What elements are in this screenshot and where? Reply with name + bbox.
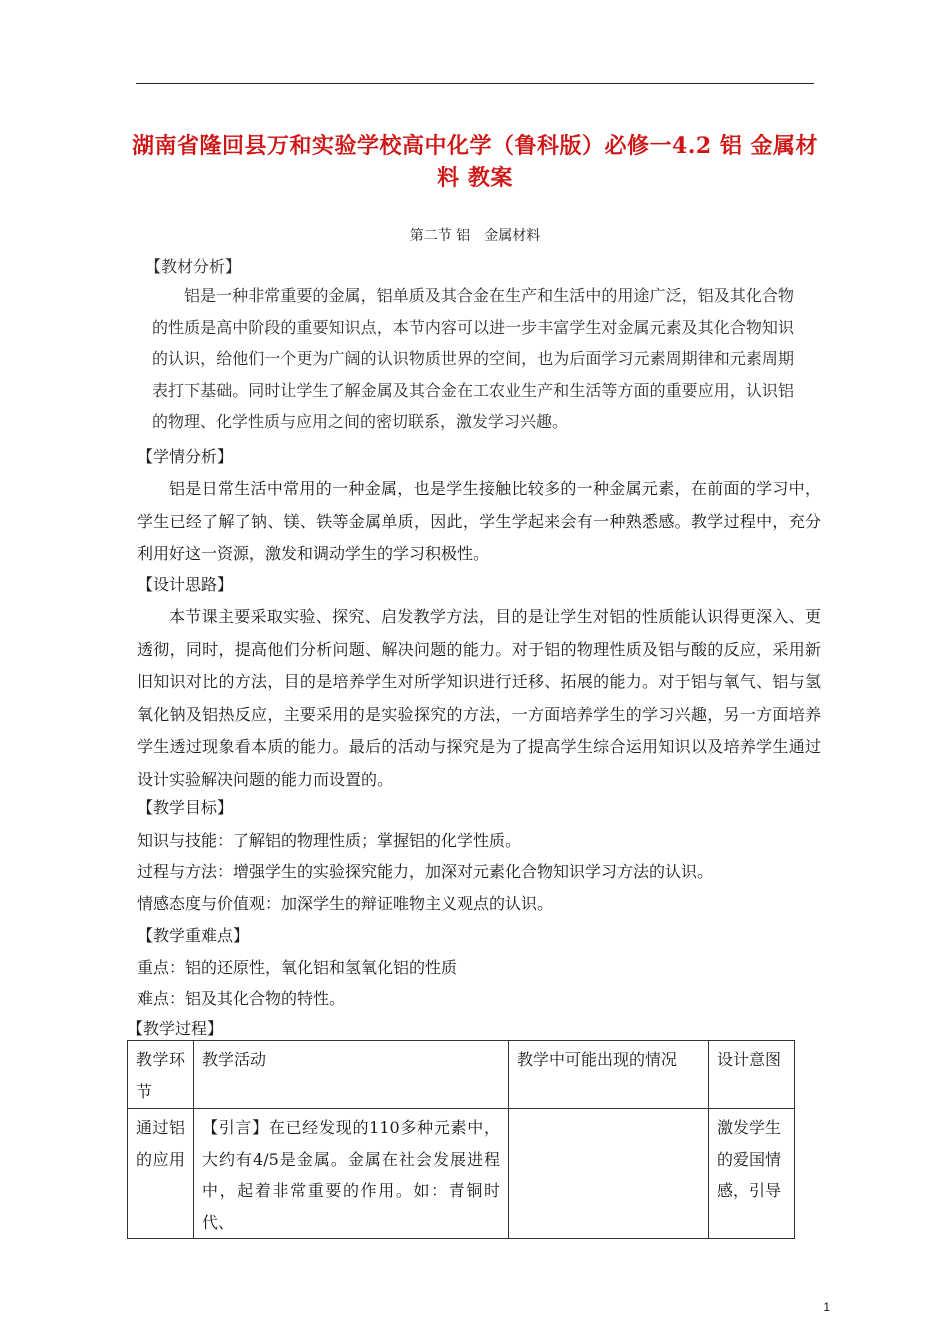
textbook-analysis-heading: 【教材分析】 bbox=[145, 257, 242, 276]
header-intent: 设计意图 bbox=[709, 1041, 795, 1109]
student-analysis-heading: 【学情分析】 bbox=[137, 447, 234, 466]
table-row bbox=[128, 1109, 795, 1239]
key-points-heading: 【教学重难点】 bbox=[137, 926, 250, 945]
page-number: 1 bbox=[823, 1300, 830, 1314]
process-heading: 【教学过程】 bbox=[127, 1019, 224, 1038]
header-activity: 教学活动 bbox=[194, 1041, 509, 1109]
cell-stage: 通过铝的应用 bbox=[128, 1109, 194, 1239]
objective-process: 过程与方法：增强学生的实验探究能力，加深对元素化合物知识学习方法的认识。 bbox=[137, 862, 714, 881]
section-title: 第二节 铝 金属材料 bbox=[409, 228, 541, 244]
teaching-process-table bbox=[127, 1040, 795, 1239]
design-idea-body: 本节课主要采取实验、探究、启发教学方法，目的是让学生对铝的性质能认识得更深入、更透彻，同时，提高他们分析问题、解决问题的能力。对于铝的物理性质及铝与酸的反应，采用新旧知识对比的方法，目的是培养学生对所学知识进行迁移、拓展的能力。对于铝与氧气、铝与氢氧化钠及铝热反应，主要采用的是实验探究的方法，一方面培养学生的学习兴趣，另一方面培养学生透过现象看本质的能力。最后的活动与探究是为了提高学生综合运用知识以及培养学生通过设计实验解决问题的能力而设置的。 bbox=[137, 607, 821, 789]
cell-situation bbox=[509, 1109, 709, 1239]
objective-emotion: 情感态度与价值观：加深学生的辩证唯物主义观点的认识。 bbox=[137, 894, 554, 913]
key-point: 重点：铝的还原性，氧化铝和氢氧化铝的性质 bbox=[137, 958, 458, 977]
header-rule bbox=[136, 83, 814, 84]
cell-intent: 激发学生的爱国情感，引导 bbox=[709, 1109, 795, 1239]
header-stage: 教学环节 bbox=[128, 1041, 194, 1109]
table-header-row bbox=[128, 1041, 795, 1109]
textbook-analysis-body: 铝是一种非常重要的金属，铝单质及其合金在生产和生活中的用途广泛，铝及其化合物的性质是高中阶段的重要知识点，本节内容可以进一步丰富学生对金属元素及其化合物知识的认识，给他们一个更为广阔的认识物质世界的空间，也为后面学习元素周期律和元素周期表打下基础。同时让学生了解金属及其合金在工农业生产和生活等方面的重要应用，认识铝的物理、化学性质与应用之间的密切联系，激发学习兴趣。 bbox=[152, 286, 794, 431]
design-idea-heading: 【设计思路】 bbox=[137, 575, 234, 594]
cell-activity: 【引言】在已经发现的110多种元素中，大约有4/5是金属。金属在社会发展进程中，起着非常重要的作用。如：青铜时代、 bbox=[194, 1109, 509, 1239]
objectives-heading: 【教学目标】 bbox=[137, 798, 234, 817]
header-situation: 教学中可能出现的情况 bbox=[509, 1041, 709, 1109]
difficult-point: 难点：铝及其化合物的特性。 bbox=[137, 989, 346, 1008]
student-analysis-body: 铝是日常生活中常用的一种金属，也是学生接触比较多的一种金属元素，在前面的学习中，学生已经了解了钠、镁、铁等金属单质，因此，学生学起来会有一种熟悉感。教学过程中，充分利用好这一资源，激发和调动学生的学习积极性。 bbox=[137, 479, 821, 563]
document-title: 湖南省隆回县万和实验学校高中化学（鲁科版）必修一4.2 铝 金属材料 教案 bbox=[131, 133, 819, 191]
objective-knowledge: 知识与技能：了解铝的物理性质；掌握铝的化学性质。 bbox=[137, 831, 522, 850]
